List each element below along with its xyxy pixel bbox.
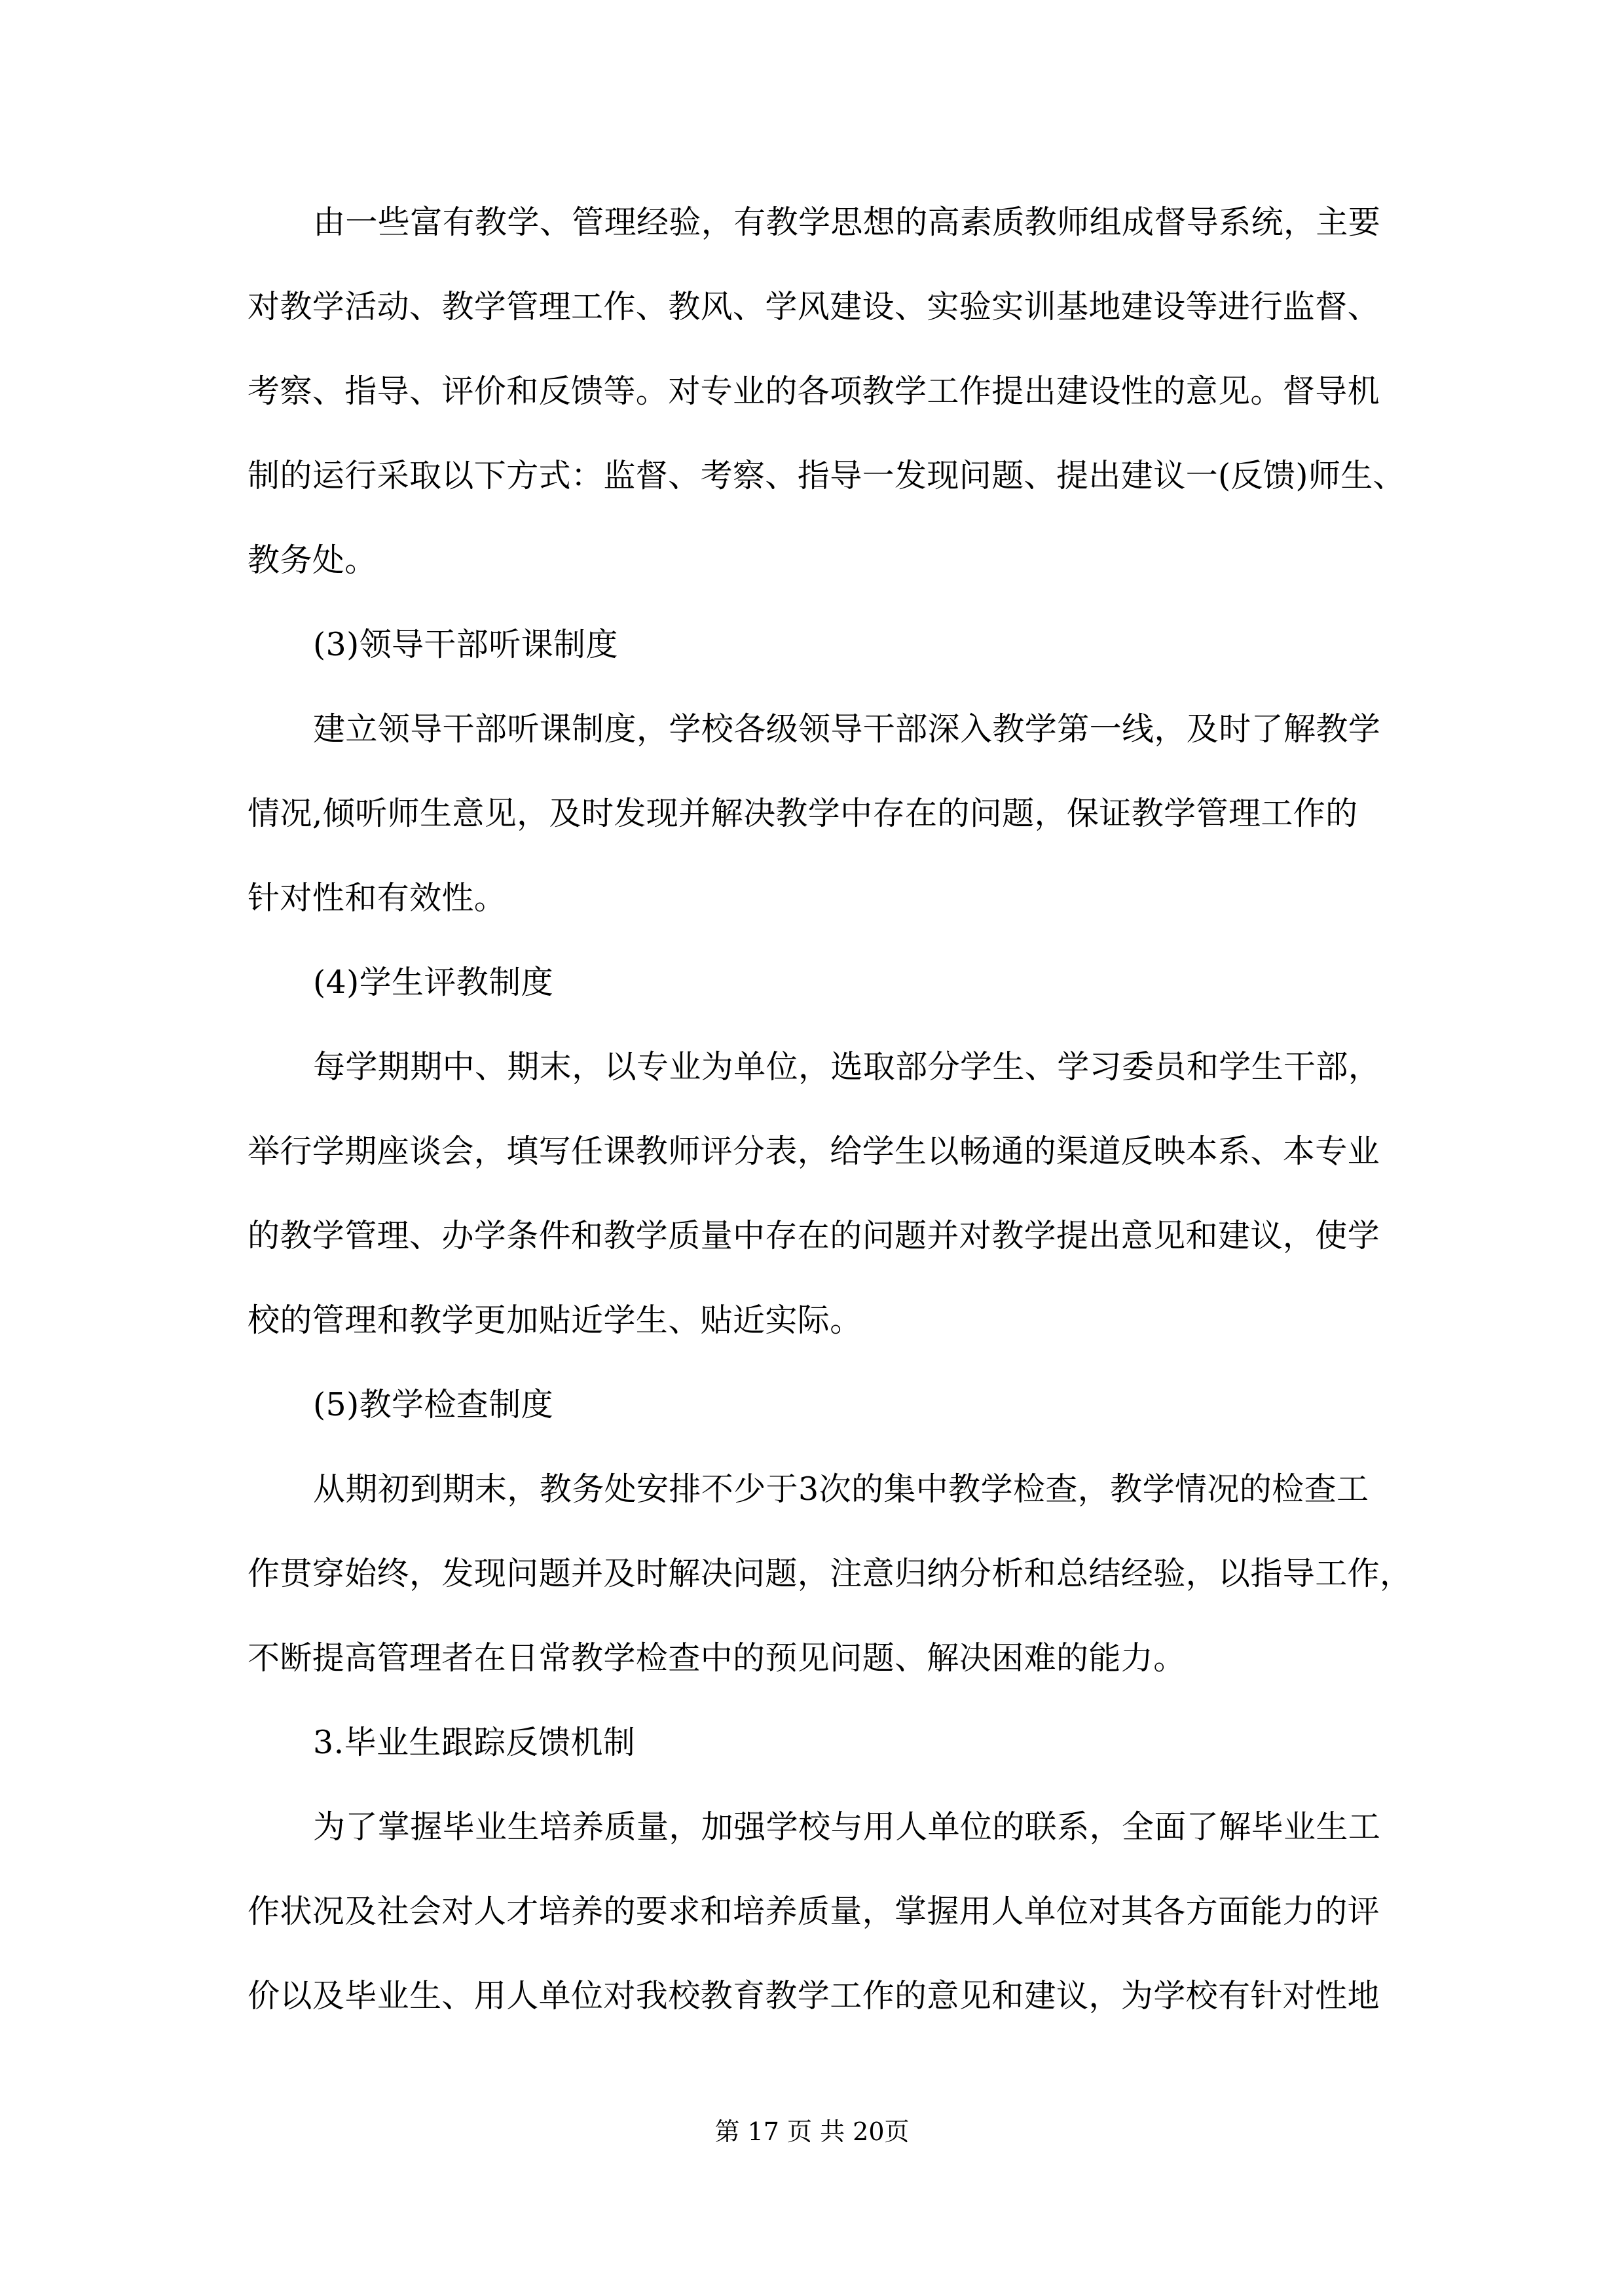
paragraph-line: 由一些富有教学、管理经验，有教学思想的高素质教师组成督导系统，主要 <box>313 204 1381 241</box>
section-heading: (3)领导干部听课制度 <box>313 626 618 663</box>
paragraph-line: 考察、指导、评价和反馈等。对专业的各项教学工作提出建设性的意见。督导机 <box>248 373 1380 410</box>
paragraph-line: 为了掌握毕业生培养质量，加强学校与用人单位的联系，全面了解毕业生工 <box>313 1808 1381 1846</box>
paragraph-line: 建立领导干部听课制度，学校各级领导干部深入教学第一线，及时了解教学 <box>313 710 1381 748</box>
paragraph-line: 情况,倾听师生意见，及时发现并解决教学中存在的问题，保证教学管理工作的 <box>248 795 1358 832</box>
section-heading: (5)教学检查制度 <box>313 1386 554 1423</box>
section-heading: (4)学生评教制度 <box>313 964 554 1001</box>
paragraph-line: 针对性和有效性。 <box>248 879 507 917</box>
paragraph-line: 从期初到期末，教务处安排不少于3次的集中教学检查，教学情况的检查工 <box>313 1470 1369 1508</box>
paragraph-line: 作状况及社会对人才培养的要求和培养质量，掌握用人单位对其各方面能力的评 <box>248 1893 1380 1930</box>
paragraph-line: 作贯穿始终，发现问题并及时解决问题，注意归纳分析和总结经验，以指导工作， <box>248 1555 1412 1592</box>
section-heading: 3.毕业生跟踪反馈机制 <box>313 1724 636 1761</box>
paragraph-line: 教务处。 <box>248 541 377 579</box>
paragraph-line: 制的运行采取以下方式：监督、考察、指导一发现问题、提出建议一(反馈)师生、 <box>248 457 1406 494</box>
page-number-footer: 第 17 页 共 20页 <box>714 2117 910 2146</box>
paragraph-line: 价以及毕业生、用人单位对我校教育教学工作的意见和建议，为学校有针对性地 <box>248 1977 1380 2014</box>
paragraph-line: 不断提高管理者在日常教学检查中的预见问题、解决困难的能力。 <box>248 1639 1186 1677</box>
paragraph-line: 对教学活动、教学管理工作、教风、学风建设、实验实训基地建设等进行监督、 <box>248 288 1380 325</box>
paragraph-line: 的教学管理、办学条件和教学质量中存在的问题并对教学提出意见和建议，使学 <box>248 1217 1380 1254</box>
paragraph-line: 校的管理和教学更加贴近学生、贴近实际。 <box>248 1302 862 1339</box>
paragraph-line: 每学期期中、期末，以专业为单位，选取部分学生、学习委员和学生干部， <box>313 1048 1381 1085</box>
paragraph-line: 举行学期座谈会，填写任课教师评分表，给学生以畅通的渠道反映本系、本专业 <box>248 1133 1380 1170</box>
